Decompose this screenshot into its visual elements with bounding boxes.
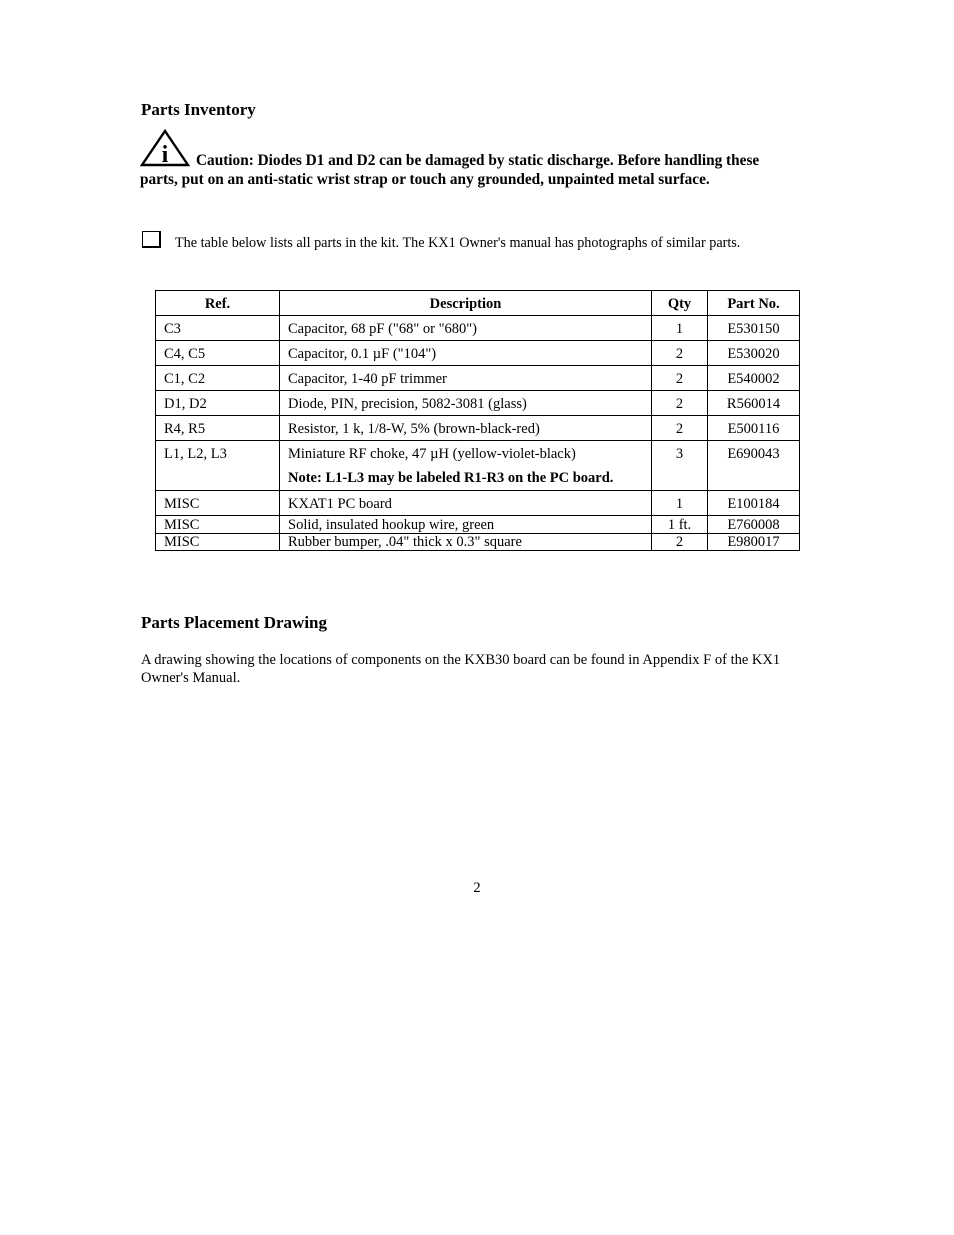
table-row xyxy=(156,441,800,491)
cell-description xyxy=(280,441,652,491)
cell-qty: 1 xyxy=(652,491,708,516)
cell-description: Capacitor, 68 pF ("68" or "680") xyxy=(280,316,652,341)
cell-description: KXAT1 PC board xyxy=(280,491,652,516)
cell-description-note: Note: L1-L3 may be labeled R1-R3 on the PC board. xyxy=(288,470,614,486)
table-row xyxy=(156,341,800,366)
cell-qty: 2 xyxy=(652,534,708,551)
placement-paragraph: A drawing showing the locations of components on the KXB30 board can be found in Appendix F of the KX1 Owner's Manual. xyxy=(141,652,781,686)
cell-description: Diode, PIN, precision, 5082-3081 (glass) xyxy=(280,391,652,416)
cell-ref: MISC xyxy=(156,534,280,551)
cell-ref: C1, C2 xyxy=(156,366,280,391)
table-row xyxy=(156,316,800,341)
header-part-no: Part No. xyxy=(708,291,800,316)
info-letter: i xyxy=(161,142,169,167)
cell-qty: 2 xyxy=(652,366,708,391)
table-row xyxy=(156,416,800,441)
table-row xyxy=(156,534,800,551)
cell-qty: 1 xyxy=(652,316,708,341)
cell-qty: 1 ft. xyxy=(652,516,708,534)
cell-part-no: E500116 xyxy=(708,416,800,441)
checkbox-icon[interactable] xyxy=(142,231,161,248)
table-row xyxy=(156,391,800,416)
cell-ref: R4, R5 xyxy=(156,416,280,441)
cell-part-no: E530020 xyxy=(708,341,800,366)
cell-part-no: E530150 xyxy=(708,316,800,341)
cell-part-no: E100184 xyxy=(708,491,800,516)
section-title-parts-placement: Parts Placement Drawing xyxy=(141,613,328,632)
header-description: Description xyxy=(280,291,652,316)
cell-part-no: E690043 xyxy=(708,441,800,491)
cell-description: Resistor, 1 k, 1/8-W, 5% (brown-black-red) xyxy=(280,416,652,441)
cell-description: Rubber bumper, .04" thick x 0.3" square xyxy=(280,534,652,551)
cell-part-no: R560014 xyxy=(708,391,800,416)
parts-table xyxy=(155,290,800,551)
header-ref: Ref. xyxy=(156,291,280,316)
cell-qty: 3 xyxy=(652,441,708,491)
table-row xyxy=(156,516,800,534)
caution-text: Caution: Diodes D1 and D2 can be damaged by static discharge. Before handling these parts, put on an anti-static wrist strap or touch any grounded, unpainted metal surface. xyxy=(140,152,760,188)
cell-qty: 2 xyxy=(652,416,708,441)
cell-part-no: E760008 xyxy=(708,516,800,534)
cell-ref: MISC xyxy=(156,491,280,516)
cell-description-text: Miniature RF choke, 47 µH (yellow-violet-black) xyxy=(288,446,576,462)
section-title-parts-inventory: Parts Inventory xyxy=(141,100,256,119)
cell-ref: MISC xyxy=(156,516,280,534)
intro-note: The table below lists all parts in the kit. The KX1 Owner's manual has photographs of similar parts. xyxy=(175,235,741,251)
cell-qty: 2 xyxy=(652,341,708,366)
cell-part-no: E980017 xyxy=(708,534,800,551)
table-header-row xyxy=(156,291,800,316)
cell-ref: L1, L2, L3 xyxy=(156,441,280,491)
cell-description: Capacitor, 1-40 pF trimmer xyxy=(280,366,652,391)
cell-ref: D1, D2 xyxy=(156,391,280,416)
page-number: 2 xyxy=(473,880,481,896)
table-row xyxy=(156,366,800,391)
cell-part-no: E540002 xyxy=(708,366,800,391)
cell-ref: C4, C5 xyxy=(156,341,280,366)
cell-description: Capacitor, 0.1 µF ("104") xyxy=(280,341,652,366)
header-qty: Qty xyxy=(652,291,708,316)
table-row xyxy=(156,491,800,516)
cell-description: Solid, insulated hookup wire, green xyxy=(280,516,652,534)
cell-qty: 2 xyxy=(652,391,708,416)
cell-ref: C3 xyxy=(156,316,280,341)
